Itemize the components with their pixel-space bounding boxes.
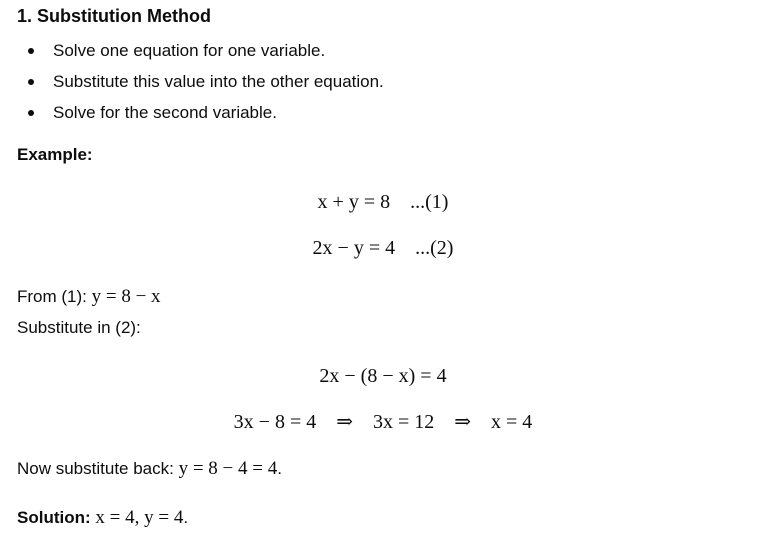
- substitute-line: Substitute in (2):: [17, 318, 141, 337]
- list-item-text: Solve one equation for one variable.: [53, 41, 326, 60]
- equation-1: x + y = 8 ...(1): [317, 191, 449, 213]
- from-line: [17, 285, 161, 309]
- section-heading: 1. Substitution Method: [17, 6, 211, 26]
- back-substitute-line: [17, 457, 282, 481]
- from-line-math: y = 8 − x: [91, 286, 161, 307]
- bullet-dot-icon: [28, 48, 34, 54]
- bullet-dot-icon: [28, 110, 34, 116]
- back-line-prefix: Now substitute back:: [17, 459, 179, 478]
- solution-math: x = 4, y = 4: [90, 507, 184, 528]
- back-line-math: y = 8 − 4 = 4: [178, 458, 278, 479]
- equation-2: 2x − y = 4 ...(2): [312, 237, 454, 259]
- example-label: Example:: [17, 145, 93, 164]
- list-item-text: Solve for the second variable.: [53, 103, 277, 122]
- bullet-dot-icon: [28, 79, 34, 85]
- list-item-text: Substitute this value into the other equation.: [53, 72, 384, 91]
- from-line-prefix: From (1):: [17, 287, 92, 306]
- back-line-suffix: .: [277, 459, 282, 478]
- step-equation-2: 3x − 8 = 4 ⇒ 3x = 12 ⇒ x = 4: [233, 411, 533, 433]
- step-equation-1: 2x − (8 − x) = 4: [319, 365, 447, 387]
- solution-line: [17, 506, 188, 530]
- solution-suffix: .: [183, 508, 189, 527]
- solution-label: Solution:: [17, 508, 91, 527]
